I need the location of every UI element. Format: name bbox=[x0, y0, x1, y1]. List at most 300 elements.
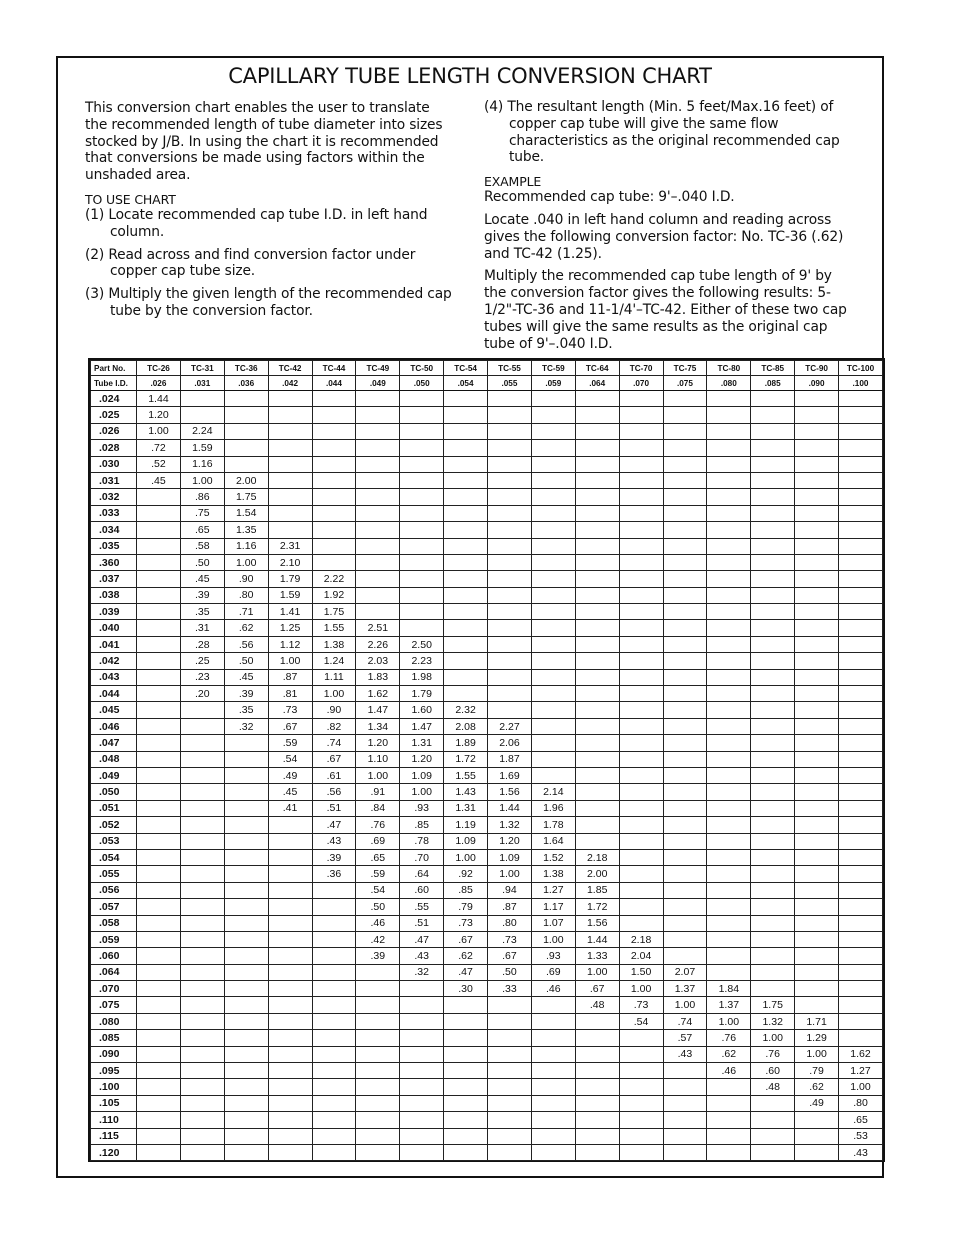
conversion-factor-cell: 1.25 bbox=[268, 620, 312, 636]
empty-cell bbox=[400, 489, 444, 505]
conversion-factor-cell: .60 bbox=[751, 1063, 795, 1079]
empty-cell bbox=[224, 1046, 268, 1062]
conversion-factor-cell: 1.37 bbox=[707, 997, 751, 1013]
empty-cell bbox=[575, 784, 619, 800]
recommended-id-cell: .070 bbox=[91, 981, 137, 997]
empty-cell bbox=[707, 1112, 751, 1128]
empty-cell bbox=[137, 1046, 181, 1062]
empty-cell bbox=[312, 423, 356, 439]
empty-cell bbox=[268, 505, 312, 521]
empty-cell bbox=[444, 636, 488, 652]
empty-cell bbox=[575, 833, 619, 849]
empty-cell bbox=[224, 456, 268, 472]
conversion-factor-cell: 1.19 bbox=[444, 817, 488, 833]
conversion-factor-cell: 1.72 bbox=[444, 751, 488, 767]
empty-cell bbox=[839, 931, 883, 947]
recommended-id-cell: .055 bbox=[91, 866, 137, 882]
empty-cell bbox=[444, 505, 488, 521]
empty-cell bbox=[795, 554, 839, 570]
empty-cell bbox=[707, 604, 751, 620]
empty-cell bbox=[444, 554, 488, 570]
empty-cell bbox=[531, 1079, 575, 1095]
empty-cell bbox=[751, 1095, 795, 1111]
empty-cell bbox=[619, 472, 663, 488]
empty-cell bbox=[137, 1112, 181, 1128]
conversion-factor-cell: 1.09 bbox=[488, 849, 532, 865]
conversion-factor-cell: .23 bbox=[180, 669, 224, 685]
conversion-factor-cell: 1.00 bbox=[663, 997, 707, 1013]
tube_ids: .054 bbox=[444, 376, 488, 391]
conversion-factor-cell: 1.38 bbox=[312, 636, 356, 652]
empty-cell bbox=[575, 636, 619, 652]
empty-cell bbox=[795, 1128, 839, 1144]
conversion-factor-cell: 1.96 bbox=[531, 800, 575, 816]
empty-cell bbox=[488, 505, 532, 521]
conversion-factor-cell: 2.32 bbox=[444, 702, 488, 718]
empty-cell bbox=[795, 587, 839, 603]
empty-cell bbox=[795, 636, 839, 652]
empty-cell bbox=[575, 1046, 619, 1062]
conversion-factor-cell: 1.92 bbox=[312, 587, 356, 603]
empty-cell bbox=[575, 587, 619, 603]
parts: TC-70 bbox=[619, 361, 663, 376]
conversion-factor-cell: .20 bbox=[180, 686, 224, 702]
empty-cell bbox=[839, 718, 883, 734]
empty-cell bbox=[268, 407, 312, 423]
conversion-factor-cell: 1.44 bbox=[137, 391, 181, 407]
empty-cell bbox=[224, 849, 268, 865]
empty-cell bbox=[356, 1046, 400, 1062]
tube_ids: .070 bbox=[619, 376, 663, 391]
empty-cell bbox=[488, 997, 532, 1013]
empty-cell bbox=[312, 1030, 356, 1046]
empty-cell bbox=[312, 407, 356, 423]
empty-cell bbox=[531, 1046, 575, 1062]
tube_ids: .036 bbox=[224, 376, 268, 391]
conversion-factor-cell: .46 bbox=[356, 915, 400, 931]
conversion-factor-cell: .70 bbox=[400, 849, 444, 865]
empty-cell bbox=[356, 1095, 400, 1111]
empty-cell bbox=[575, 407, 619, 423]
conversion-factor-cell: 1.20 bbox=[488, 833, 532, 849]
conversion-factor-cell: 1.47 bbox=[356, 702, 400, 718]
empty-cell bbox=[488, 1095, 532, 1111]
empty-cell bbox=[488, 1030, 532, 1046]
step-1: (1) Locate recommended cap tube I.D. in left hand column. bbox=[85, 206, 428, 240]
recommended-id-cell: .054 bbox=[91, 849, 137, 865]
empty-cell bbox=[224, 931, 268, 947]
empty-cell bbox=[795, 866, 839, 882]
empty-cell bbox=[795, 833, 839, 849]
conversion-factor-cell: 1.00 bbox=[488, 866, 532, 882]
conversion-factor-cell: 2.31 bbox=[268, 538, 312, 554]
empty-cell bbox=[795, 800, 839, 816]
empty-cell bbox=[444, 587, 488, 603]
empty-cell bbox=[575, 817, 619, 833]
empty-cell bbox=[180, 735, 224, 751]
table-row bbox=[91, 391, 883, 407]
conversion-factor-cell: 1.60 bbox=[400, 702, 444, 718]
empty-cell bbox=[619, 849, 663, 865]
empty-cell bbox=[795, 1112, 839, 1128]
table-row bbox=[91, 423, 883, 439]
conversion-factor-cell: .31 bbox=[180, 620, 224, 636]
conversion-factor-cell: .94 bbox=[488, 882, 532, 898]
empty-cell bbox=[751, 686, 795, 702]
empty-cell bbox=[663, 1144, 707, 1160]
empty-cell bbox=[575, 1095, 619, 1111]
empty-cell bbox=[444, 1079, 488, 1095]
empty-cell bbox=[795, 669, 839, 685]
empty-cell bbox=[707, 1079, 751, 1095]
empty-cell bbox=[312, 981, 356, 997]
empty-cell bbox=[400, 407, 444, 423]
empty-cell bbox=[707, 948, 751, 964]
empty-cell bbox=[444, 1030, 488, 1046]
empty-cell bbox=[400, 440, 444, 456]
empty-cell bbox=[619, 489, 663, 505]
empty-cell bbox=[531, 669, 575, 685]
empty-cell bbox=[839, 423, 883, 439]
empty-cell bbox=[707, 751, 751, 767]
empty-cell bbox=[268, 1112, 312, 1128]
empty-cell bbox=[488, 522, 532, 538]
empty-cell bbox=[180, 751, 224, 767]
table-row bbox=[91, 407, 883, 423]
conversion-factor-cell: 1.55 bbox=[444, 767, 488, 783]
empty-cell bbox=[619, 571, 663, 587]
empty-cell bbox=[663, 1128, 707, 1144]
conversion-factor-cell: 1.16 bbox=[180, 456, 224, 472]
empty-cell bbox=[795, 849, 839, 865]
empty-cell bbox=[575, 538, 619, 554]
empty-cell bbox=[663, 522, 707, 538]
conversion-factor-cell: .79 bbox=[444, 899, 488, 915]
conversion-factor-cell: .46 bbox=[707, 1063, 751, 1079]
empty-cell bbox=[795, 981, 839, 997]
table-row bbox=[91, 505, 883, 521]
empty-cell bbox=[795, 489, 839, 505]
conversion-factor-cell: .41 bbox=[268, 800, 312, 816]
empty-cell bbox=[575, 440, 619, 456]
conversion-factor-cell: .35 bbox=[180, 604, 224, 620]
conversion-factor-cell: 1.00 bbox=[751, 1030, 795, 1046]
empty-cell bbox=[795, 620, 839, 636]
empty-cell bbox=[795, 440, 839, 456]
empty-cell bbox=[751, 407, 795, 423]
empty-cell bbox=[707, 702, 751, 718]
empty-cell bbox=[575, 1013, 619, 1029]
recommended-id-cell: .041 bbox=[91, 636, 137, 652]
conversion-factor-cell: .67 bbox=[444, 931, 488, 947]
empty-cell bbox=[137, 1079, 181, 1095]
table-row bbox=[91, 1095, 883, 1111]
table-row bbox=[91, 522, 883, 538]
conversion-factor-cell: 1.33 bbox=[575, 948, 619, 964]
conversion-factor-cell: 1.64 bbox=[531, 833, 575, 849]
empty-cell bbox=[400, 1112, 444, 1128]
empty-cell bbox=[707, 784, 751, 800]
empty-cell bbox=[795, 702, 839, 718]
conversion-factor-cell: .69 bbox=[356, 833, 400, 849]
empty-cell bbox=[839, 767, 883, 783]
empty-cell bbox=[839, 587, 883, 603]
conversion-factor-cell: 1.87 bbox=[488, 751, 532, 767]
empty-cell bbox=[400, 472, 444, 488]
empty-cell bbox=[707, 669, 751, 685]
recommended-id-cell: .025 bbox=[91, 407, 137, 423]
empty-cell bbox=[488, 636, 532, 652]
empty-cell bbox=[444, 1128, 488, 1144]
empty-cell bbox=[575, 653, 619, 669]
step-2: (2) Read across and find conversion factor under copper cap tube size. bbox=[85, 246, 416, 280]
empty-cell bbox=[137, 833, 181, 849]
empty-cell bbox=[356, 587, 400, 603]
recommended-id-cell: .360 bbox=[91, 554, 137, 570]
empty-cell bbox=[224, 751, 268, 767]
conversion-factor-cell: 1.44 bbox=[488, 800, 532, 816]
empty-cell bbox=[400, 604, 444, 620]
conversion-factor-cell: .33 bbox=[488, 981, 532, 997]
empty-cell bbox=[619, 1046, 663, 1062]
recommended-id-cell: .080 bbox=[91, 1013, 137, 1029]
empty-cell bbox=[356, 472, 400, 488]
conversion-factor-cell: 1.47 bbox=[400, 718, 444, 734]
empty-cell bbox=[400, 1013, 444, 1029]
empty-cell bbox=[180, 1063, 224, 1079]
recommended-id-cell: .046 bbox=[91, 718, 137, 734]
empty-cell bbox=[839, 800, 883, 816]
empty-cell bbox=[795, 391, 839, 407]
recommended-id-cell: .048 bbox=[91, 751, 137, 767]
empty-cell bbox=[137, 800, 181, 816]
empty-cell bbox=[839, 505, 883, 521]
empty-cell bbox=[663, 456, 707, 472]
empty-cell bbox=[356, 522, 400, 538]
empty-cell bbox=[575, 423, 619, 439]
conversion-factor-cell: .81 bbox=[268, 686, 312, 702]
empty-cell bbox=[531, 735, 575, 751]
empty-cell bbox=[137, 735, 181, 751]
conversion-factor-cell: .25 bbox=[180, 653, 224, 669]
empty-cell bbox=[356, 571, 400, 587]
empty-cell bbox=[400, 423, 444, 439]
empty-cell bbox=[575, 800, 619, 816]
conversion-factor-cell: .61 bbox=[312, 767, 356, 783]
parts: TC-80 bbox=[707, 361, 751, 376]
empty-cell bbox=[663, 653, 707, 669]
empty-cell bbox=[575, 751, 619, 767]
conversion-factor-cell: 1.00 bbox=[137, 423, 181, 439]
empty-cell bbox=[707, 456, 751, 472]
empty-cell bbox=[137, 718, 181, 734]
empty-cell bbox=[751, 931, 795, 947]
empty-cell bbox=[575, 571, 619, 587]
empty-cell bbox=[312, 1112, 356, 1128]
empty-cell bbox=[356, 981, 400, 997]
empty-cell bbox=[663, 423, 707, 439]
conversion-factor-cell: .90 bbox=[224, 571, 268, 587]
empty-cell bbox=[180, 1144, 224, 1160]
empty-cell bbox=[751, 472, 795, 488]
empty-cell bbox=[137, 915, 181, 931]
empty-cell bbox=[751, 948, 795, 964]
empty-cell bbox=[663, 489, 707, 505]
empty-cell bbox=[531, 505, 575, 521]
empty-cell bbox=[619, 702, 663, 718]
empty-cell bbox=[180, 1079, 224, 1095]
empty-cell bbox=[444, 669, 488, 685]
empty-cell bbox=[180, 817, 224, 833]
conversion-factor-cell: .43 bbox=[663, 1046, 707, 1062]
table-row bbox=[91, 686, 883, 702]
recommended-id-cell: .035 bbox=[91, 538, 137, 554]
empty-cell bbox=[356, 604, 400, 620]
empty-cell bbox=[312, 1063, 356, 1079]
conversion-factor-cell: .36 bbox=[312, 866, 356, 882]
empty-cell bbox=[312, 1128, 356, 1144]
table-row bbox=[91, 1063, 883, 1079]
empty-cell bbox=[575, 472, 619, 488]
conversion-factor-cell: .76 bbox=[356, 817, 400, 833]
conversion-factor-cell: .62 bbox=[707, 1046, 751, 1062]
empty-cell bbox=[795, 751, 839, 767]
recommended-id-cell: .033 bbox=[91, 505, 137, 521]
left-column bbox=[85, 100, 455, 326]
empty-cell bbox=[663, 538, 707, 554]
empty-cell bbox=[444, 686, 488, 702]
empty-cell bbox=[356, 440, 400, 456]
conversion-factor-cell: 1.12 bbox=[268, 636, 312, 652]
conversion-factor-cell: 2.23 bbox=[400, 653, 444, 669]
table-row bbox=[91, 1079, 883, 1095]
conversion-factor-cell: .62 bbox=[224, 620, 268, 636]
conversion-factor-cell: .73 bbox=[444, 915, 488, 931]
empty-cell bbox=[312, 1095, 356, 1111]
empty-cell bbox=[663, 899, 707, 915]
conversion-factor-cell: .45 bbox=[224, 669, 268, 685]
empty-cell bbox=[400, 571, 444, 587]
empty-cell bbox=[839, 636, 883, 652]
conversion-factor-cell: 2.00 bbox=[224, 472, 268, 488]
empty-cell bbox=[224, 1095, 268, 1111]
empty-cell bbox=[751, 538, 795, 554]
empty-cell bbox=[312, 456, 356, 472]
conversion-factor-cell: 2.27 bbox=[488, 718, 532, 734]
table-row bbox=[91, 997, 883, 1013]
empty-cell bbox=[839, 554, 883, 570]
empty-cell bbox=[795, 899, 839, 915]
empty-cell bbox=[356, 554, 400, 570]
recommended-id-cell: .056 bbox=[91, 882, 137, 898]
empty-cell bbox=[707, 1128, 751, 1144]
empty-cell bbox=[839, 489, 883, 505]
conversion-factor-cell: .54 bbox=[356, 882, 400, 898]
empty-cell bbox=[137, 653, 181, 669]
empty-cell bbox=[268, 522, 312, 538]
parts: TC-44 bbox=[312, 361, 356, 376]
empty-cell bbox=[663, 882, 707, 898]
empty-cell bbox=[180, 702, 224, 718]
empty-cell bbox=[312, 472, 356, 488]
empty-cell bbox=[137, 571, 181, 587]
conversion-factor-cell: 1.27 bbox=[839, 1063, 883, 1079]
parts: TC-50 bbox=[400, 361, 444, 376]
recommended-id-cell: .120 bbox=[91, 1144, 137, 1160]
empty-cell bbox=[663, 669, 707, 685]
empty-cell bbox=[400, 1144, 444, 1160]
empty-cell bbox=[663, 915, 707, 931]
empty-cell bbox=[707, 964, 751, 980]
page-title: CAPILLARY TUBE LENGTH CONVERSION CHART bbox=[228, 64, 712, 88]
empty-cell bbox=[663, 391, 707, 407]
conversion-factor-cell: .86 bbox=[180, 489, 224, 505]
conversion-factor-cell: .69 bbox=[531, 964, 575, 980]
empty-cell bbox=[707, 800, 751, 816]
empty-cell bbox=[312, 948, 356, 964]
empty-cell bbox=[224, 997, 268, 1013]
empty-cell bbox=[839, 899, 883, 915]
empty-cell bbox=[575, 702, 619, 718]
empty-cell bbox=[312, 1144, 356, 1160]
empty-cell bbox=[619, 587, 663, 603]
conversion-factor-cell: .50 bbox=[356, 899, 400, 915]
empty-cell bbox=[619, 718, 663, 734]
recommended-id-cell: .047 bbox=[91, 735, 137, 751]
conversion-factor-cell: .91 bbox=[356, 784, 400, 800]
conversion-factor-cell: .74 bbox=[312, 735, 356, 751]
empty-cell bbox=[488, 423, 532, 439]
tube_ids: .044 bbox=[312, 376, 356, 391]
conversion-factor-cell: 1.56 bbox=[488, 784, 532, 800]
empty-cell bbox=[839, 817, 883, 833]
tube_ids: .080 bbox=[707, 376, 751, 391]
empty-cell bbox=[619, 620, 663, 636]
recommended-id-cell: .049 bbox=[91, 767, 137, 783]
conversion-factor-cell: .48 bbox=[575, 997, 619, 1013]
conversion-factor-cell: 1.17 bbox=[531, 899, 575, 915]
empty-cell bbox=[268, 1095, 312, 1111]
conversion-factor-cell: .73 bbox=[619, 997, 663, 1013]
parts: TC-54 bbox=[444, 361, 488, 376]
empty-cell bbox=[707, 554, 751, 570]
empty-cell bbox=[795, 423, 839, 439]
empty-cell bbox=[663, 554, 707, 570]
empty-cell bbox=[575, 1079, 619, 1095]
conversion-factor-cell: .80 bbox=[488, 915, 532, 931]
empty-cell bbox=[795, 472, 839, 488]
conversion-factor-cell: .54 bbox=[619, 1013, 663, 1029]
empty-cell bbox=[400, 997, 444, 1013]
empty-cell bbox=[224, 784, 268, 800]
recommended-id-cell: .024 bbox=[91, 391, 137, 407]
empty-cell bbox=[444, 653, 488, 669]
recommended-id-cell: .042 bbox=[91, 653, 137, 669]
conversion-factor-cell: .48 bbox=[751, 1079, 795, 1095]
empty-cell bbox=[839, 784, 883, 800]
tube_ids: .075 bbox=[663, 376, 707, 391]
empty-cell bbox=[531, 554, 575, 570]
empty-cell bbox=[400, 456, 444, 472]
empty-cell bbox=[575, 489, 619, 505]
empty-cell bbox=[356, 997, 400, 1013]
empty-cell bbox=[488, 1046, 532, 1062]
conversion-factor-cell: .60 bbox=[400, 882, 444, 898]
table-row bbox=[91, 587, 883, 603]
conversion-factor-cell: 1.54 bbox=[224, 505, 268, 521]
empty-cell bbox=[224, 1128, 268, 1144]
conversion-factor-cell: 1.78 bbox=[531, 817, 575, 833]
